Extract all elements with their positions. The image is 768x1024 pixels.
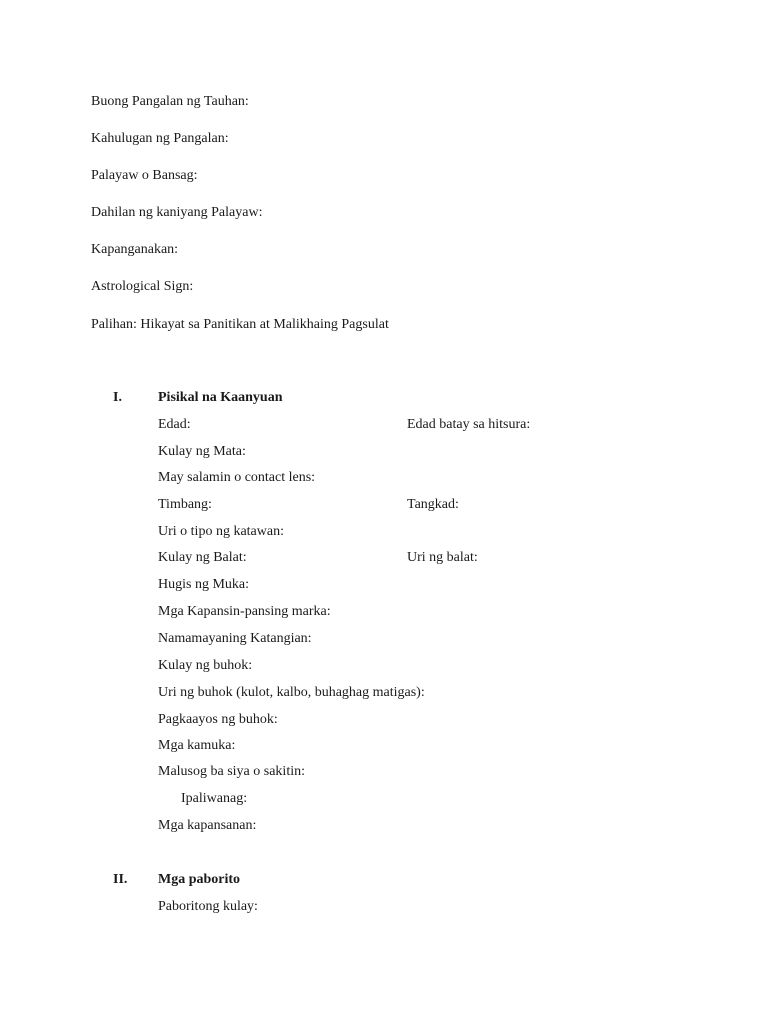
item-body-type: Uri o tipo ng katawan: [158,524,284,539]
item-face-shape: Hugis ng Muka: [158,577,249,592]
item-health: Malusog ba siya o sakitin: [158,764,305,779]
item-disabilities: Mga kapansanan: [158,818,257,833]
section-2-title: Mga paborito [158,872,241,887]
item-skin-type: Uri ng balat: [407,550,478,565]
item-hair-color: Kulay ng buhok: [158,658,253,673]
section-1-number: I. [113,390,122,405]
item-apparent-age: Edad batay sa hitsura: [407,417,531,432]
section-1-title: Pisikal na Kaanyuan [158,390,283,405]
item-glasses: May salamin o contact lens: [158,470,316,485]
item-hair-type: Uri ng buhok (kulot, kalbo, buhaghag matigas): [158,685,425,700]
item-notable-marks: Mga Kapansin-pansing marka: [158,604,331,619]
item-skin-color: Kulay ng Balat: [158,550,247,565]
field-workshop: Palihan: Hikayat sa Panitikan at Malikhaing Pagsulat [91,317,389,332]
field-name-meaning: Kahulugan ng Pangalan: [91,131,229,146]
field-full-name: Buong Pangalan ng Tauhan: [91,94,249,109]
item-eye-color: Kulay ng Mata: [158,444,246,459]
item-lookalikes: Mga kamuka: [158,738,236,753]
item-weight: Timbang: [158,497,212,512]
field-astrological-sign: Astrological Sign: [91,279,194,294]
item-explain: Ipaliwanag: [181,791,248,806]
item-hair-style: Pagkaayos ng buhok: [158,712,278,727]
item-favorite-color: Paboritong kulay: [158,899,258,914]
field-nickname: Palayaw o Bansag: [91,168,198,183]
field-nickname-reason: Dahilan ng kaniyang Palayaw: [91,205,263,220]
section-2-number: II. [113,872,128,887]
field-birth: Kapanganakan: [91,242,179,257]
item-age: Edad: [158,417,191,432]
item-height: Tangkad: [407,497,459,512]
item-dominant-trait: Namamayaning Katangian: [158,631,312,646]
